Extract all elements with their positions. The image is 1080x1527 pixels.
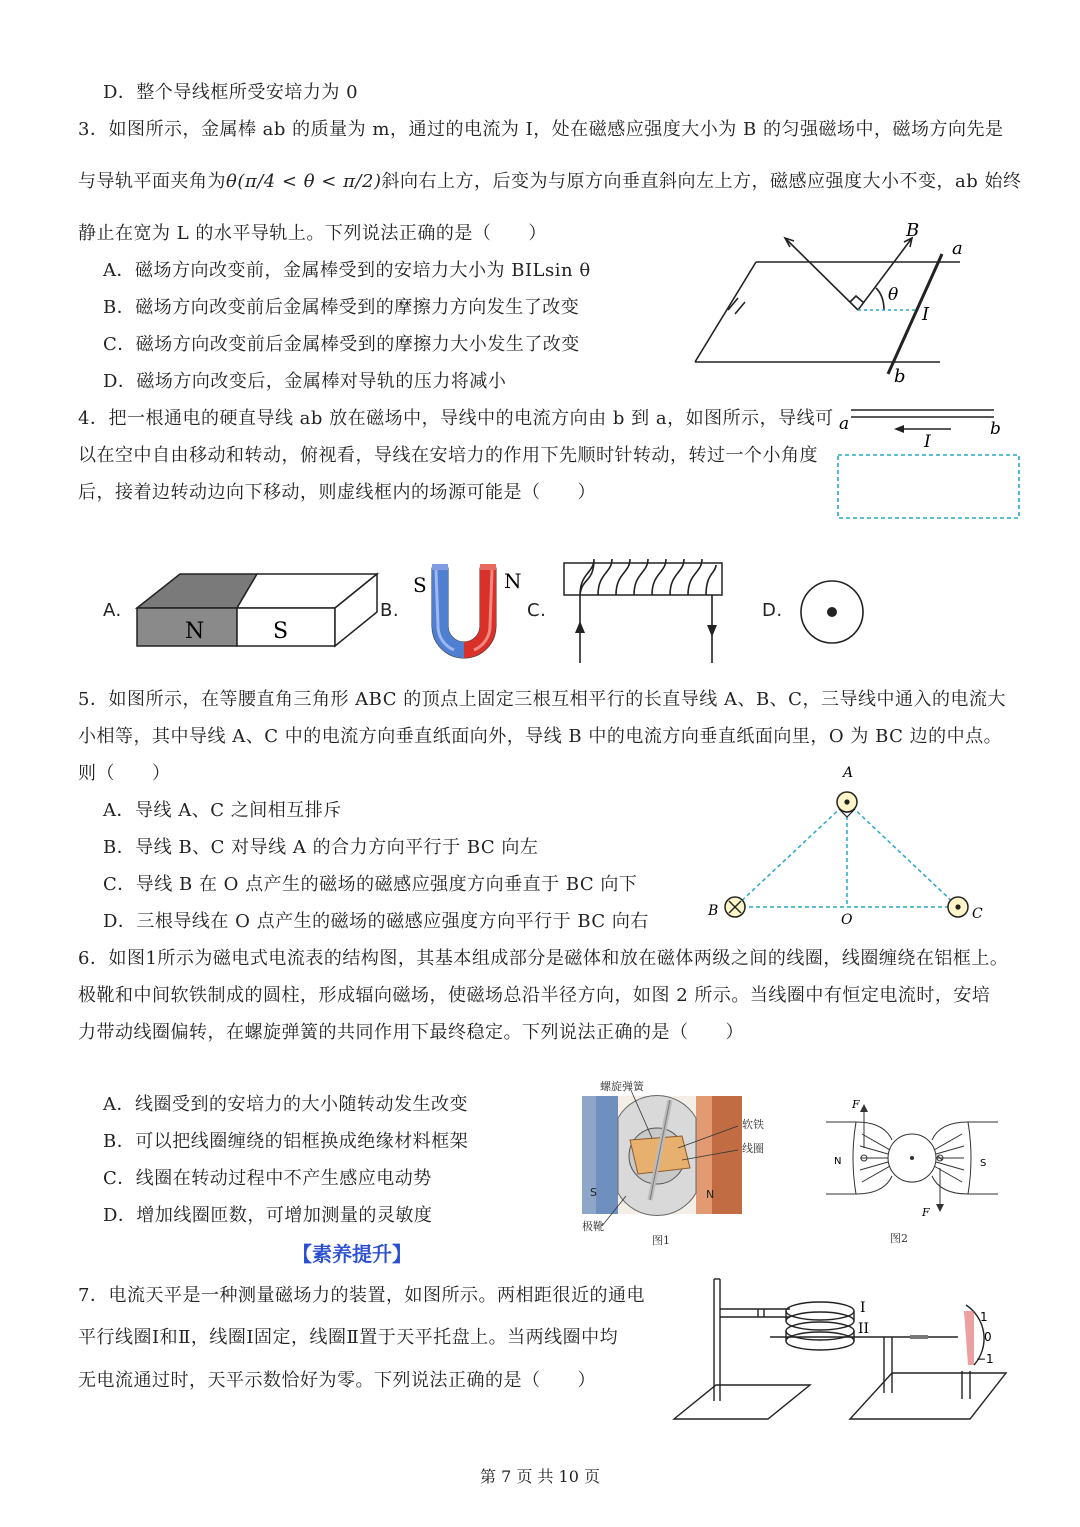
q5-option-c: C．导线 B 在 O 点产生的磁场的磁感应强度方向垂直于 BC 向下 xyxy=(103,874,638,895)
q3-option-a: A．磁场方向改变前，金属棒受到的安培力大小为 BILsin θ xyxy=(103,260,591,281)
q5-triangle-figure xyxy=(700,762,1000,932)
q5-label-c: C xyxy=(972,906,983,922)
q7-coil-2-label: II xyxy=(858,1321,870,1337)
q4-option-c-label: C. xyxy=(527,600,547,621)
q6-stem-line1: 6．如图1所示为磁电式电流表的结构图，其基本组成部分是磁体和放在磁体两级之间的线圈，线圈缠绕在铝框上。 xyxy=(78,948,1009,969)
fig1-label-shoe: 极靴 xyxy=(582,1220,604,1233)
q6-option-b: B．可以把线圈缠绕的铝框换成绝缘材料框架 xyxy=(103,1131,469,1152)
q2-option-d: D．整个导线框所受安培力为 0 xyxy=(103,82,359,103)
q3-label-a: a xyxy=(952,238,963,259)
q3-stem-line2a: 与导轨平面夹角为 xyxy=(78,171,226,192)
q5-option-a: A．导线 A、C 之间相互排斥 xyxy=(103,800,342,821)
section-heading: 【素养提升】 xyxy=(292,1242,412,1266)
fig1-caption: 图1 xyxy=(652,1234,670,1247)
current-balance-figure xyxy=(670,1275,1020,1425)
bar-magnet-figure xyxy=(135,570,385,650)
fig1-label-iron: 软铁 xyxy=(742,1118,764,1131)
fig1-label-n: N xyxy=(706,1188,715,1201)
q7-stem-line2: 平行线圈Ⅰ和Ⅱ，线圈Ⅰ固定，线圈Ⅱ置于天平托盘上。当两线圈中均 xyxy=(78,1327,619,1348)
q3-option-b: B．磁场方向改变前后金属棒受到的摩擦力方向发生了改变 xyxy=(103,297,580,318)
u-magnet-figure xyxy=(410,556,530,666)
u-magnet-s: S xyxy=(413,573,427,597)
fig2-caption: 图2 xyxy=(890,1232,908,1245)
q6-option-c: C．线圈在转动过程中不产生感应电动势 xyxy=(103,1168,432,1189)
fig1-label-spring: 螺旋弹簧 xyxy=(600,1080,644,1093)
galvanometer-fig2 xyxy=(822,1094,1002,1264)
q4-option-a-label: A. xyxy=(103,600,122,621)
scale-mark-minus1: −1 xyxy=(976,1352,994,1366)
q3-option-d: D．磁场方向改变后，金属棒对导轨的压力将减小 xyxy=(103,371,507,392)
q4-stem-line1: 4．把一根通电的硬直导线 ab 放在磁场中，导线中的电流方向由 b 到 a，如图所示，导线可 xyxy=(78,408,834,429)
q6-option-d: D．增加线圈匝数，可增加测量的灵敏度 xyxy=(103,1205,433,1226)
wire-out-of-page-figure xyxy=(794,578,874,658)
u-magnet-n: N xyxy=(504,569,522,593)
fig2-label-n: N xyxy=(834,1156,842,1167)
q3-label-b-field: B xyxy=(906,220,920,241)
q5-stem-line3: 则（ ） xyxy=(78,763,171,784)
q3-stem-line2 xyxy=(78,167,1021,193)
q3-option-c: C．磁场方向改变前后金属棒受到的摩擦力大小发生了改变 xyxy=(103,334,580,355)
scale-mark-0: 0 xyxy=(984,1330,992,1344)
q6-stem-line2: 极靴和中间软铁制成的圆柱，形成辐向磁场，使磁场总沿半径方向，如图 2 所示。当线圈中有恒定电流时，安培 xyxy=(78,985,991,1006)
q4-stem-line3: 后，接着边转动边向下移动，则虚线框内的场源可能是（ ） xyxy=(78,482,596,503)
fig1-label-s: S xyxy=(590,1186,597,1199)
fig2-label-f-top: F xyxy=(852,1098,860,1111)
q3-label-theta: θ xyxy=(888,285,899,305)
bar-magnet-n: N xyxy=(185,619,205,644)
q3-rail-figure xyxy=(690,222,990,392)
fig2-label-f-bottom: F xyxy=(922,1206,930,1219)
bar-magnet-s: S xyxy=(273,619,289,644)
scale-mark-1: 1 xyxy=(980,1310,988,1324)
q3-stem-line1: 3．如图所示，金属棒 ab 的质量为 m，通过的电流为 I，处在磁感应强度大小为 B 的匀强磁场中，磁场方向先是 xyxy=(78,119,1004,140)
q3-stem-line3: 静止在宽为 L 的水平导轨上。下列说法正确的是（ ） xyxy=(78,223,547,244)
q5-stem-line2: 小相等，其中导线 A、C 中的电流方向垂直纸面向外，导线 B 中的电流方向垂直纸面向里，O 为 BC 边的中点。 xyxy=(78,726,1003,747)
q4-stem-line2: 以在空中自由移动和转动，俯视看，导线在安培力的作用下先顺时针转动，转过一个小角度 xyxy=(78,445,818,466)
q3-theta-range: θ(π/4 < θ < π/2) xyxy=(226,171,382,192)
fig1-label-coil: 线圈 xyxy=(742,1142,764,1155)
q5-stem-line1: 5．如图所示，在等腰直角三角形 ABC 的顶点上固定三根互相平行的长直导线 A、B、C，三导线中通入的电流大 xyxy=(78,689,1006,710)
q4-label-b: b xyxy=(990,419,1001,439)
q5-option-b: B．导线 B、C 对导线 A 的合力方向平行于 BC 向左 xyxy=(103,837,539,858)
q3-label-b: b xyxy=(894,366,906,387)
page-footer: 第 7 页 共 10 页 xyxy=(480,1467,600,1486)
q6-option-a: A．线圈受到的安培力的大小随转动发生改变 xyxy=(103,1094,468,1115)
q4-label-a: a xyxy=(839,414,850,434)
q3-label-current: I xyxy=(922,304,930,325)
q4-option-d-label: D. xyxy=(762,600,783,621)
q5-label-a: A xyxy=(843,765,854,781)
q4-dashed-box xyxy=(838,455,1019,518)
q3-stem-line2b: 斜向右上方，后变为与原方向垂直斜向左上方，磁感应强度大小不变，ab 始终 xyxy=(381,171,1022,192)
q6-stem-line3: 力带动线圈偏转，在螺旋弹簧的共同作用下最终稳定。下列说法正确的是（ ） xyxy=(78,1022,744,1043)
q7-coil-1-label: I xyxy=(860,1300,866,1316)
fig2-label-s: S xyxy=(980,1158,987,1169)
q5-label-b: B xyxy=(708,903,719,919)
q4-label-current: I xyxy=(924,432,931,452)
q4-wire-figure xyxy=(836,400,1036,520)
q5-label-o: O xyxy=(841,912,853,928)
q7-stem-line3: 无电流通过时，天平示数恰好为零。下列说法正确的是（ ） xyxy=(78,1370,596,1391)
q4-option-b-label: B. xyxy=(380,600,400,621)
q5-option-d: D．三根导线在 O 点产生的磁场的磁感应强度方向平行于 BC 向右 xyxy=(103,911,649,932)
solenoid-figure xyxy=(560,555,730,665)
galvanometer-fig1 xyxy=(578,1078,778,1248)
q7-stem-line1: 7．电流天平是一种测量磁场力的装置，如图所示。两相距很近的通电 xyxy=(78,1285,645,1306)
